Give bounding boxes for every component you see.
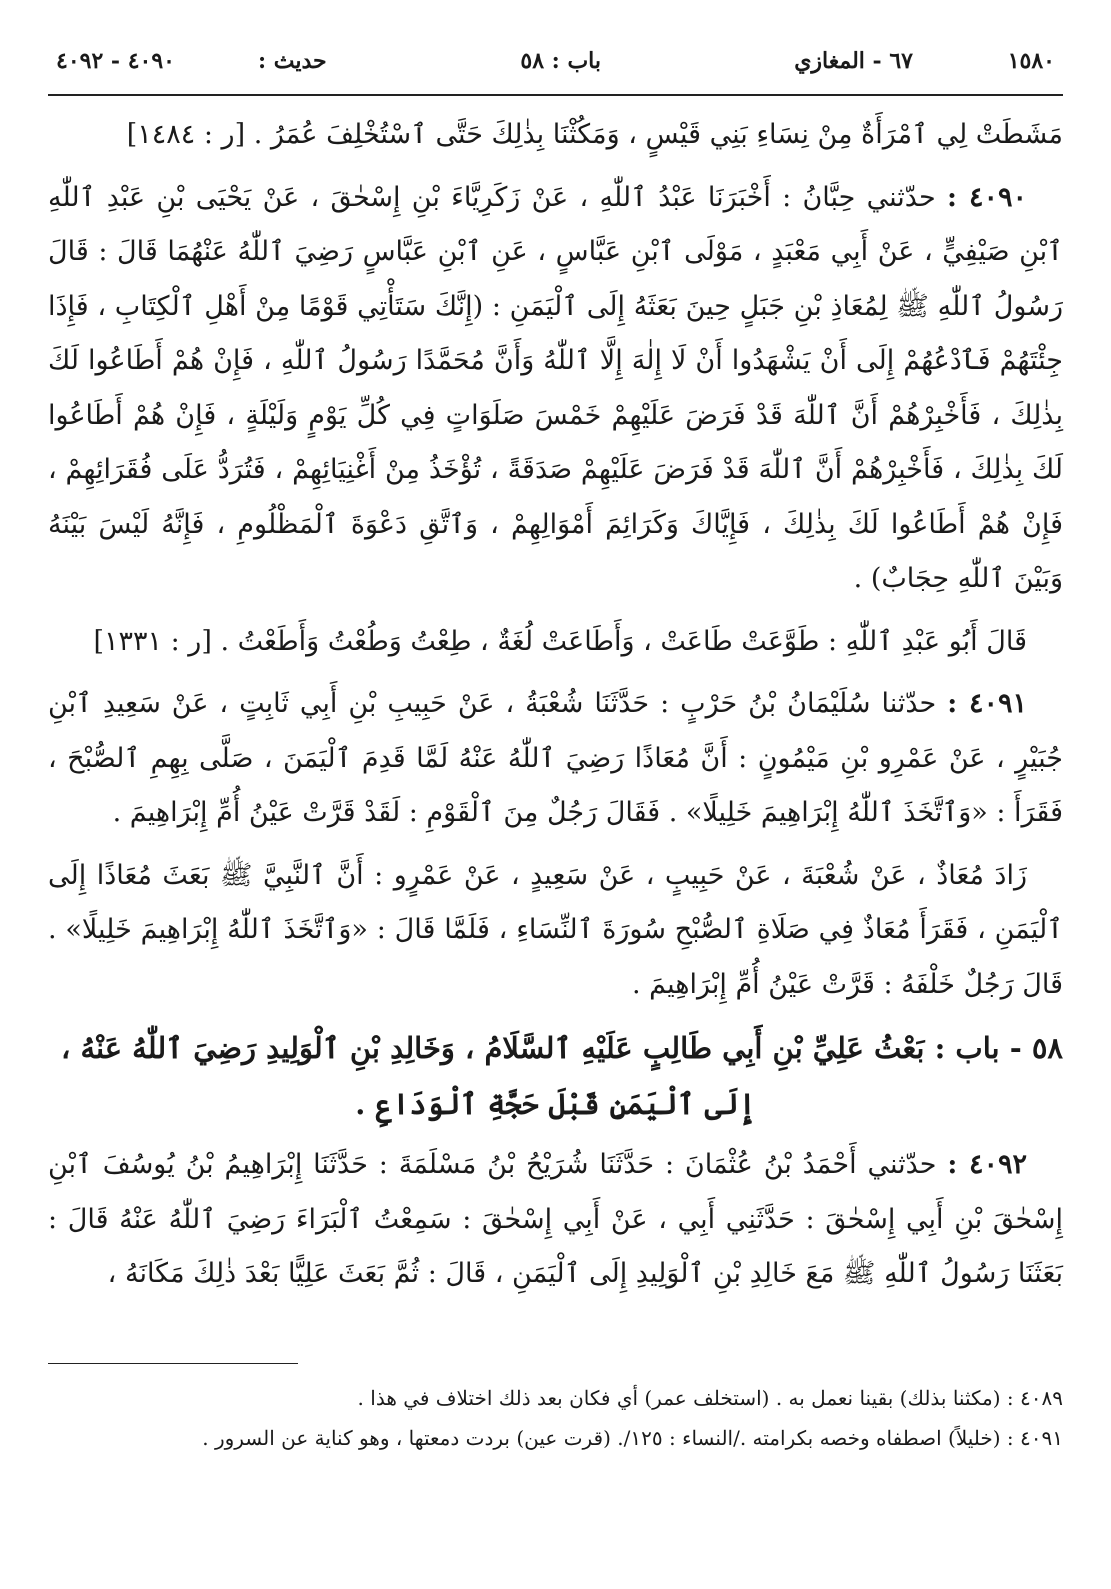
hadith-range: ٤٠٩٠ - ٤٠٩٢ (56, 48, 175, 74)
chapter-number: باب : ٥٨ (520, 48, 601, 74)
paragraph-zad-muadh: زَادَ مُعَاذٌ ، عَنْ شُعْبَةَ ، عَنْ حَبِيبٍ ، عَنْ سَعِيدٍ ، عَنْ عَمْرٍو : أَنَّ ٱلنَّبِيَّ ﷺ بَعَثَ مُعَاذًا إِلَى ٱلْيَمَنِ ، فَقَرَأَ مُعَاذٌ فِي صَلَاةِ ٱلصُّبْحِ سُورَةَ ٱلنِّسَاءِ ، فَلَمَّا قَالَ : «وَٱتَّخَذَ ٱللّٰهُ إِبْرَاهِيمَ خَلِيلًا» . قَالَ رَجُلٌ خَلْفَهُ : قَرَّتْ عَيْنُ أُمِّ إِبْرَاهِيمَ . (48, 859, 1063, 1000)
hadith-number: ٤٠٩٢ : (947, 1149, 1027, 1180)
hadith-4091 (48, 677, 1063, 841)
hadith-number: ٤٠٩١ : (947, 688, 1027, 719)
footnote-4089: ٤٠٨٩ : (مكثنا بذلك) بقينا نعمل به . (استخلف عمر) أي فكان بعد ذلك اختلاف في هذا . (357, 1386, 1063, 1410)
hadith-text: حدّثني حِبَّانُ : أَخْبَرَنَا عَبْدُ ٱللّٰهِ ، عَنْ زَكَرِيَّاءَ بْنِ إِسْحٰقَ ، عَنْ يَحْيَى بْنِ عَبْدِ ٱللّٰهِ ٱبْنِ صَيْفِيٍّ ، عَنْ أَبِي مَعْبَدٍ ، مَوْلَى ٱبْنِ عَبَّاسٍ ، عَنِ ٱبْنِ عَبَّاسٍ رَضِيَ ٱللّٰهُ عَنْهُمَا قَالَ : قَالَ رَسُولُ ٱللّٰهِ ﷺ لِمُعَاذِ بْنِ جَبَلٍ حِينَ بَعَثَهُ إِلَى ٱلْيَمَنِ : (إِنَّكَ سَتَأْتِي قَوْمًا مِنْ أَهْلِ ٱلْكِتَابِ ، فَإِذَا جِئْتَهُمْ فَٱدْعُهُمْ إِلَى أَنْ يَشْهَدُوا أَنْ لَا إِلٰهَ إِلَّا ٱللّٰهُ وَأَنَّ مُحَمَّدًا رَسُولُ ٱللّٰهِ ، فَإِنْ هُمْ أَطَاعُوا لَكَ بِذٰلِكَ ، فَأَخْبِرْهُمْ أَنَّ ٱللّٰهَ قَدْ فَرَضَ عَلَيْهِمْ خَمْسَ صَلَوَاتٍ فِي كُلِّ يَوْمٍ وَلَيْلَةٍ ، فَإِنْ هُمْ أَطَاعُوا لَكَ بِذٰلِكَ ، فَأَخْبِرْهُمْ أَنَّ ٱللّٰهَ قَدْ فَرَضَ عَلَيْهِمْ صَدَقَةً ، تُؤْخَذُ مِنْ أَغْنِيَائِهِمْ ، فَتُرَدُّ عَلَى فُقَرَائِهِمْ ، فَإِنْ هُمْ أَطَاعُوا لَكَ بِذٰلِكَ ، فَإِيَّاكَ وَكَرَائِمَ أَمْوَالِهِمْ ، وَٱتَّقِ دَعْوَةَ ٱلْمَظْلُومِ ، فَإِنَّهُ لَيْسَ بَيْنَهُ وَبَيْنَ ٱللّٰهِ حِجَابٌ) . (48, 181, 1063, 594)
main-text (48, 108, 1063, 1310)
chapter-heading-line1: ٥٨ - باب : بَعْثُ عَلِيِّ بْنِ أَبِي طَالِبٍ عَلَيْهِ ٱلسَّلَامُ ، وَخَالِدِ بْنِ ٱلْوَلِيدِ رَضِيَ ٱللّٰهُ عَنْهُ ، (61, 1031, 1063, 1065)
hadith-text: حدّثني أَحْمَدُ بْنُ عُثْمَانَ : حَدَّثَنَا شُرَيْحُ بْنُ مَسْلَمَةَ : حَدَّثَنَا إِبْرَاهِيمُ بْنُ يُوسُفَ ٱبْنِ إِسْحٰقَ بْنِ أَبِي إِسْحٰقَ : حَدَّثَنِي أَبِي ، عَنْ أَبِي إِسْحٰقَ : سَمِعْتُ ٱلْبَرَاءَ رَضِيَ ٱللّٰهُ عَنْهُ قَالَ : بَعَثَنَا رَسُولُ ٱللّٰهِ ﷺ مَعَ خَالِدِ بْنِ ٱلْوَلِيدِ إِلَى ٱلْيَمَنِ ، قَالَ : ثُمَّ بَعَثَ عَلِيًّا بَعْدَ ذٰلِكَ مَكَانَهُ ، (48, 1149, 1063, 1289)
book-title: ٦٧ - المغازي (794, 48, 913, 74)
hadith-4090 (48, 171, 1063, 607)
hadith-number: ٤٠٩٠ : (946, 181, 1027, 213)
footnote-divider (48, 1363, 298, 1364)
book-page (48, 40, 1063, 1560)
chapter-heading-line2: إِلَى ٱلْيَمَنِ قَبْلَ حَجَّةِ ٱلْوَدَاعِ . (355, 1087, 756, 1121)
paragraph-continuation: مَشَطَتْ لِي ٱمْرَأَةٌ مِنْ نِسَاءِ بَنِي قَيْسٍ ، وَمَكُثْنَا بِذٰلِكَ حَتَّى ٱسْتُخْلِفَ عُمَرُ . [ر : ١٤٨٤] (126, 119, 1063, 150)
footnote-4091: ٤٠٩١ : (خليلاً) اصطفاه وخصه بكرامته ./النساء : ١٢٥/. (قرت عين) بردت دمعتها ، وهو كناية عن السرور . (202, 1426, 1063, 1450)
cross-reference: [ر : ١٣٣١] (93, 625, 212, 657)
hadith-label: حديث : (258, 48, 327, 74)
header-divider (48, 94, 1063, 96)
footnotes (48, 1378, 1063, 1458)
chapter-heading (48, 1020, 1063, 1132)
cross-reference: [ر : ١٤٨٤] (126, 119, 246, 150)
paragraph-abu-abdullah: قَالَ أَبُو عَبْدِ ٱللّٰهِ : طَوَّعَتْ طَاعَتْ ، وَأَطَاعَتْ لُغَةٌ ، طِعْتُ وَطُعْتُ وَأَطَعْتُ . [ر : ١٣٣١] (93, 625, 1027, 657)
hadith-4092 (48, 1138, 1063, 1302)
page-number: ١٥٨٠ (1007, 48, 1055, 74)
running-header (48, 40, 1063, 90)
hadith-text: حدّثنا سُلَيْمَانُ بْنُ حَرْبٍ : حَدَّثَنَا شُعْبَةُ ، عَنْ حَبِيبِ بْنِ أَبِي ثَابِتٍ ، عَنْ سَعِيدِ ٱبْنِ جُبَيْرٍ ، عَنْ عَمْرِو بْنِ مَيْمُونٍ : أَنَّ مُعَاذًا رَضِيَ ٱللّٰهُ عَنْهُ لَمَّا قَدِمَ ٱلْيَمَنَ ، صَلَّى بِهِمِ ٱلصُّبْحَ ، فَقَرَأَ : «وَٱتَّخَذَ ٱللّٰهُ إِبْرَاهِيمَ خَلِيلًا» . فَقَالَ رَجُلٌ مِنَ ٱلْقَوْمِ : لَقَدْ قَرَّتْ عَيْنُ أُمِّ إِبْرَاهِيمَ . (48, 688, 1063, 828)
